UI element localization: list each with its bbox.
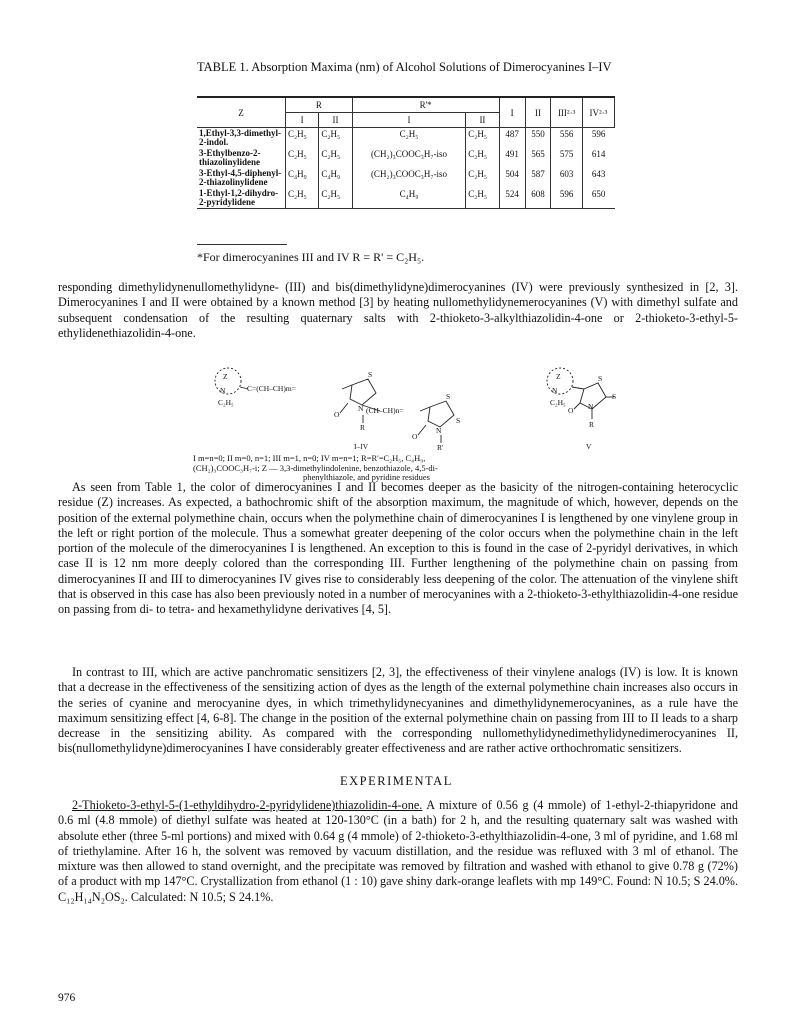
cell-rp2: C₂H₅ bbox=[466, 188, 499, 209]
struct-s-2: S bbox=[446, 392, 451, 401]
header-col-ii: II bbox=[525, 97, 551, 128]
page-number: 976 bbox=[58, 992, 76, 1004]
struct-s-3: S bbox=[456, 416, 461, 425]
cell-iii: 575 bbox=[551, 148, 582, 168]
cell-r2: C₂H₅ bbox=[319, 188, 352, 209]
cell-iii: 603 bbox=[551, 168, 582, 188]
struct-n-1: N bbox=[358, 404, 364, 413]
footnote-rule bbox=[197, 244, 287, 245]
struct-z-left: Z bbox=[223, 372, 228, 381]
cell-r1: C₄H₉ bbox=[286, 168, 319, 188]
header-z: Z bbox=[197, 97, 286, 128]
cell-ii: 565 bbox=[525, 148, 551, 168]
cell-i: 524 bbox=[499, 188, 525, 209]
cell-rp1: C₂H₅ bbox=[352, 128, 466, 149]
cell-r2: C₂H₅ bbox=[319, 148, 352, 168]
struct-o-2: O bbox=[412, 432, 418, 441]
cell-z: 1-Ethyl-1,2-dihydro-2-pyridylidene bbox=[199, 188, 279, 207]
header-col-iv: IV²·³ bbox=[582, 97, 614, 128]
structure-caption-line-3: phenylthiazole, and pyridine residues bbox=[303, 472, 430, 482]
cell-i: 487 bbox=[499, 128, 525, 149]
cell-iii: 556 bbox=[551, 128, 582, 149]
table-footnote: *For dimerocyanines III and IV R = R' = C₂H₅. bbox=[197, 250, 425, 264]
header-r-ii: II bbox=[319, 113, 352, 128]
cell-iv: 614 bbox=[582, 148, 614, 168]
struct-z-right: Z bbox=[556, 372, 561, 381]
struct-n-left: N bbox=[220, 386, 226, 395]
header-rp-ii: II bbox=[466, 113, 499, 128]
struct-group-2: (CH–CH)n= bbox=[366, 406, 404, 415]
struct-s-right: S bbox=[598, 374, 603, 383]
header-r-i: I bbox=[286, 113, 319, 128]
structure-caption-line-2: (CH₂)₃COOC₃H₇-i; Z — 3,3-dimethylindolenine, benzothiazole, 4,5-di- bbox=[193, 462, 438, 473]
header-col-i: I bbox=[499, 97, 525, 128]
paragraph-2: As seen from Table 1, the color of dimerocyanines I and II becomes deeper as the basicity of the nitrogen-containing heterocyclic residue (Z) increases. As expected, a bathochromic shift of the absorption maximum, the magnitude of which, however, depends on the position of the external polymethine chain, occurs when the polymethine chain of dimerocyanines I is lengthened by one vinylene group in the left or right portion of the molecule. Thus a somewhat greater deepening of the color occurs when the polymethine chain in the left portion of the molecule of the dimerocyanines I is lengthened. An exception to this is found in the case of 2-pyridyl derivatives, in which case II is 12 nm more deeply colored than the corresponding III. Further lengthening of the polymethine chain on passing from dimerocyanines II and III to dimerocyanines IV gives rise to considerably less deepening of the color. The attenuation of the vinylene shift that is observed in this case has also been previously noted in a number of merocyanines with a 2-thioketo-3-ethylthiazolidin-4-one residue on passing from di- to tetra- and hexamethylidyne derivatives [4, 5]. bbox=[58, 480, 738, 617]
table-row bbox=[197, 128, 615, 149]
structure-caption bbox=[193, 454, 623, 483]
table-row bbox=[197, 168, 615, 188]
cell-r2: C₄H₉ bbox=[319, 168, 352, 188]
structure-caption-line-1: I m=n=0; II m=0, n=1; III m=1, n=0; IV m=n=1; R=R'=C₂H₅, C₄H₉, bbox=[193, 453, 426, 463]
cell-iii: 596 bbox=[551, 188, 582, 209]
header-rp-i: I bbox=[352, 113, 466, 128]
table-row bbox=[197, 188, 615, 209]
cell-r1: C₂H₅ bbox=[286, 148, 319, 168]
struct-o-1: O bbox=[334, 410, 340, 419]
experimental-body: A mixture of 0.56 g (4 mmole) of 1-ethyl-2-thiapyridone and 0.6 ml (4.8 mmole) of diethyl sulfate was heated at 120-130°C (in a bath) for 2 h, and the resulting quaternary salt was washed with absolute ether (three 5-ml portions) and mixed with 0.64 g (4 mmole) of 2-thioketo-3-ethylthiazolidin-4-one, 3 ml of pyridine, and 1.68 ml of triethylamine. After 16 h, the solvent was removed by vacuum distillation, and the residue was refluxed with 3 ml of ethanol. The mixture was then allowed to stand overnight, and the precipitate was removed by filtration and washed with ethanol to give 0.78 g (72%) of a product with mp 147°C. Crystallization from ethanol (1 : 10) gave shiny dark-orange leaflets with mp 149°C. Found: N 10.5; S 24.0%. C₁₂H₁₄N₂OS₂. Calculated: N 10.5; S 24.1%. bbox=[58, 798, 738, 904]
cell-rp1: C₄H₉ bbox=[352, 188, 466, 209]
cell-z: 3-Ethylbenzo-2-thiazolinylidene bbox=[199, 148, 261, 167]
cell-r1: C₂H₅ bbox=[286, 188, 319, 209]
cell-ii: 550 bbox=[525, 128, 551, 149]
header-col-iii: III²·³ bbox=[551, 97, 582, 128]
struct-n-right-2: N bbox=[588, 402, 594, 411]
cell-ii: 587 bbox=[525, 168, 551, 188]
struct-c2h5-right: C₂H₅ bbox=[550, 398, 566, 407]
struct-c2h5-left: C₂H₅ bbox=[218, 398, 234, 407]
struct-o-right: O bbox=[568, 406, 574, 415]
cell-r1: C₂H₅ bbox=[286, 128, 319, 149]
cell-i: 504 bbox=[499, 168, 525, 188]
cell-iv: 643 bbox=[582, 168, 614, 188]
paragraph-3: In contrast to III, which are active panchromatic sensitizers [2, 3], the effectiveness of their vinylene analogs (IV) is low. It is known that a decrease in the effectiveness of the sensitizing action of dyes as the length of the external polymethine chain increases also occurs in the series of cyanine and merocyanine dyes, in which trimethylidynecyanines and dimethylidynemerocyanines, as a rule have the maximum sensitizing effect [4, 6-8]. The change in the position of the external polymethine chain on passing from III to II leads to a sharp decrease in the sensitizing ability. As compared with the corresponding nullomethylidynedimethylidynedimerocyanines II, bis(nullomethylidyne)dimerocyanines I have considerably greater effectiveness and are rather active orthochromatic sensitizers. bbox=[58, 665, 738, 756]
header-r: R bbox=[286, 97, 353, 113]
table-row bbox=[197, 148, 615, 168]
table-caption: TABLE 1. Absorption Maxima (nm) of Alcohol Solutions of Dimerocyanines I–IV bbox=[197, 60, 612, 74]
experimental-paragraph bbox=[58, 798, 738, 905]
cell-rp2: C₂H₅ bbox=[466, 168, 499, 188]
cell-ii: 608 bbox=[525, 188, 551, 209]
absorption-table bbox=[197, 96, 615, 209]
struct-s-right-2: S bbox=[612, 392, 617, 401]
cell-r2: C₂H₅ bbox=[319, 128, 352, 149]
cell-i: 491 bbox=[499, 148, 525, 168]
paragraph-1: responding dimethylidynenullomethylidyne- (III) and bis(dimethylidyne)dimerocyanines (IV) were previously synthesized in [2, 3]. Dimerocyanines I and II were obtained by a known method [3] by heating nullomethylidynemerocyanines (V) with dimethyl sulfate and subsequent condensation of the resulting quaternary salts with 2-thioketo-3-alkylthiazolidin-4-one or 2-thioketo-3-ethyl-5-ethylidenethiazolidin-4-one. bbox=[58, 280, 738, 340]
compound-title: 2-Thioketo-3-ethyl-5-(1-ethyldihydro-2-pyridylidene)thiazolidin-4-one. bbox=[72, 798, 423, 812]
cell-z: 3-Ethyl-4,5-diphenyl-2-thiazolinylidene bbox=[199, 168, 282, 187]
cell-iv: 596 bbox=[582, 128, 614, 149]
cell-iv: 650 bbox=[582, 188, 614, 209]
struct-rprime: R' bbox=[437, 443, 444, 451]
struct-group-1: C=(CH–CH)m= bbox=[247, 384, 296, 393]
struct-r-1: R bbox=[360, 423, 366, 432]
cell-rp1: (CH₂)₃COOC₃H₇-iso bbox=[352, 148, 466, 168]
header-rprime: R'* bbox=[352, 97, 499, 113]
struct-n-right: N bbox=[552, 386, 558, 395]
cell-z: 1,Ethyl-3,3-dimethyl-2-indol. bbox=[199, 128, 281, 147]
struct-label-left: I–IV bbox=[354, 442, 369, 451]
structure-diagram bbox=[190, 363, 630, 451]
struct-n-2: N bbox=[436, 426, 442, 435]
table-1 bbox=[197, 96, 615, 209]
cell-rp2: C₂H₅ bbox=[466, 128, 499, 149]
struct-label-right: V bbox=[586, 442, 592, 451]
cell-rp1: (CH₂)₃COOC₃H₇-iso bbox=[352, 168, 466, 188]
struct-s-1: S bbox=[368, 370, 373, 379]
experimental-heading: EXPERIMENTAL bbox=[340, 774, 453, 788]
struct-r-right: R bbox=[589, 420, 595, 429]
cell-rp2: C₂H₅ bbox=[466, 148, 499, 168]
